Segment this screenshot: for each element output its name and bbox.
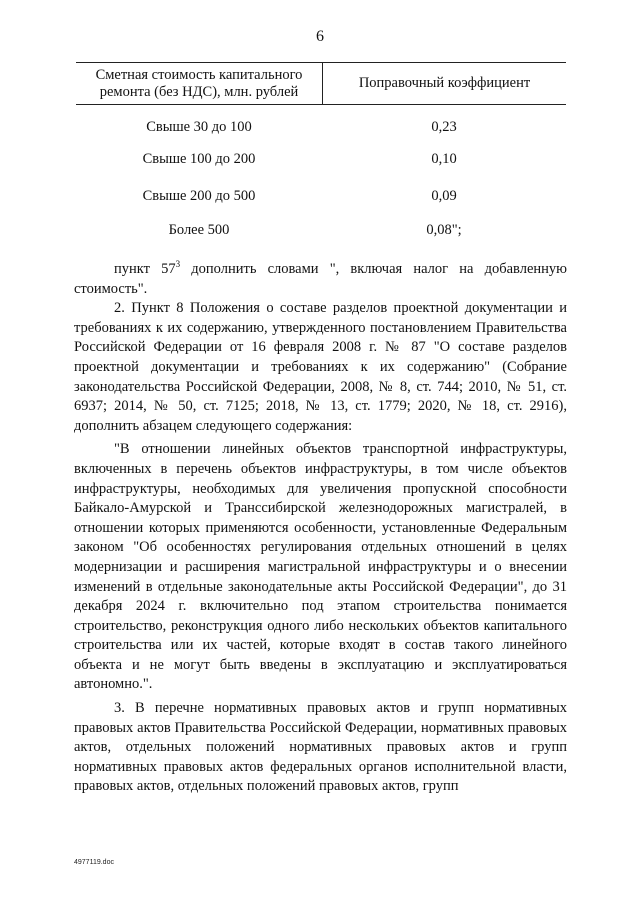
header-coefficient-column: Поправочный коэффициент [358, 75, 531, 91]
cost-range-cell: Свыше 200 до 500 [142, 188, 256, 204]
paragraph-item-3: 3. В перечне нормативных правовых актов и групп нормативных правовых актов Правительства Российской Федерации, нормативных правовых актов, отдельных положений нормативных правовых актов и групп нормативных правовых актов федеральных органов исполнительной власти, правовых актов, отдельных положений правовых актов, групп [74, 700, 567, 795]
table-row [76, 222, 566, 242]
table-row [76, 119, 566, 139]
table-row [76, 188, 566, 208]
table-row [76, 151, 566, 171]
coefficient-cell: 0,09 [431, 188, 457, 204]
coefficient-cell: 0,23 [431, 119, 457, 135]
paragraph-quoted-amendment: "В отношении линейных объектов транспортной инфраструктуры, включенных в перечень объектов инфраструктуры, в том числе объектов инфраструктуры, необходимых для увеличения пропускной способности Байкало-Амурской и Транссибирской железнодорожных магистралей, в отношении которых применяются особенности, установленные Федеральным законом "Об особенностях регулирования отдельных отношений в целях модернизации и расширения магистральной инфраструктуры и о внесении изменений в отдельные законодательные акты Российской Федерации", до 31 декабря 2024 г. включительно под этапом строительства понимается строительство, реконструкция одного либо нескольких объектов капитального строительства или их частей, которые входят в состав такого линейного объекта и не могут быть введены в эксплуатацию и эксплуатироваться автономно.". [74, 441, 567, 693]
cost-range-cell: Свыше 30 до 100 [146, 119, 252, 135]
coefficient-cell: 0,08"; [426, 222, 462, 238]
coefficient-cell: 0,10 [431, 151, 457, 167]
cost-range-cell: Свыше 100 до 200 [142, 151, 256, 167]
header-cost-column: Сметная стоимость капитального ремонта (без НДС), млн. рублей [76, 63, 323, 104]
paragraph-addition-57-3 [74, 260, 567, 299]
document-file-id: 4977119.doc [74, 859, 114, 866]
superscript: 3 [175, 259, 181, 270]
paragraph-text: дополнить словами ", включая налог на добавленную стоимость". [74, 261, 567, 297]
page-number: 6 [316, 28, 324, 45]
document-body [74, 260, 567, 797]
table-header [76, 62, 566, 105]
paragraph-text: пункт 57 [114, 261, 176, 277]
paragraph-item-2: 2. Пункт 8 Положения о составе разделов проектной документации и требованиях к их содержанию, утвержденного постановлением Правительства Российской Федерации от 16 февраля 2008 г. № 87 "О составе разделов проектной документации и требованиях к их содержанию" (Собрание законодательства Российской Федерации, 2008, № 8, ст. 744; 2010, № 51, ст. 6937; 2014, № 50, ст. 7125; 2018, № 13, ст. 1779; 2020, № 18, ст. 2916), дополнить абзацем следующего содержания: [74, 300, 567, 434]
coefficient-table [76, 62, 566, 238]
cost-range-cell: Более 500 [168, 222, 230, 238]
